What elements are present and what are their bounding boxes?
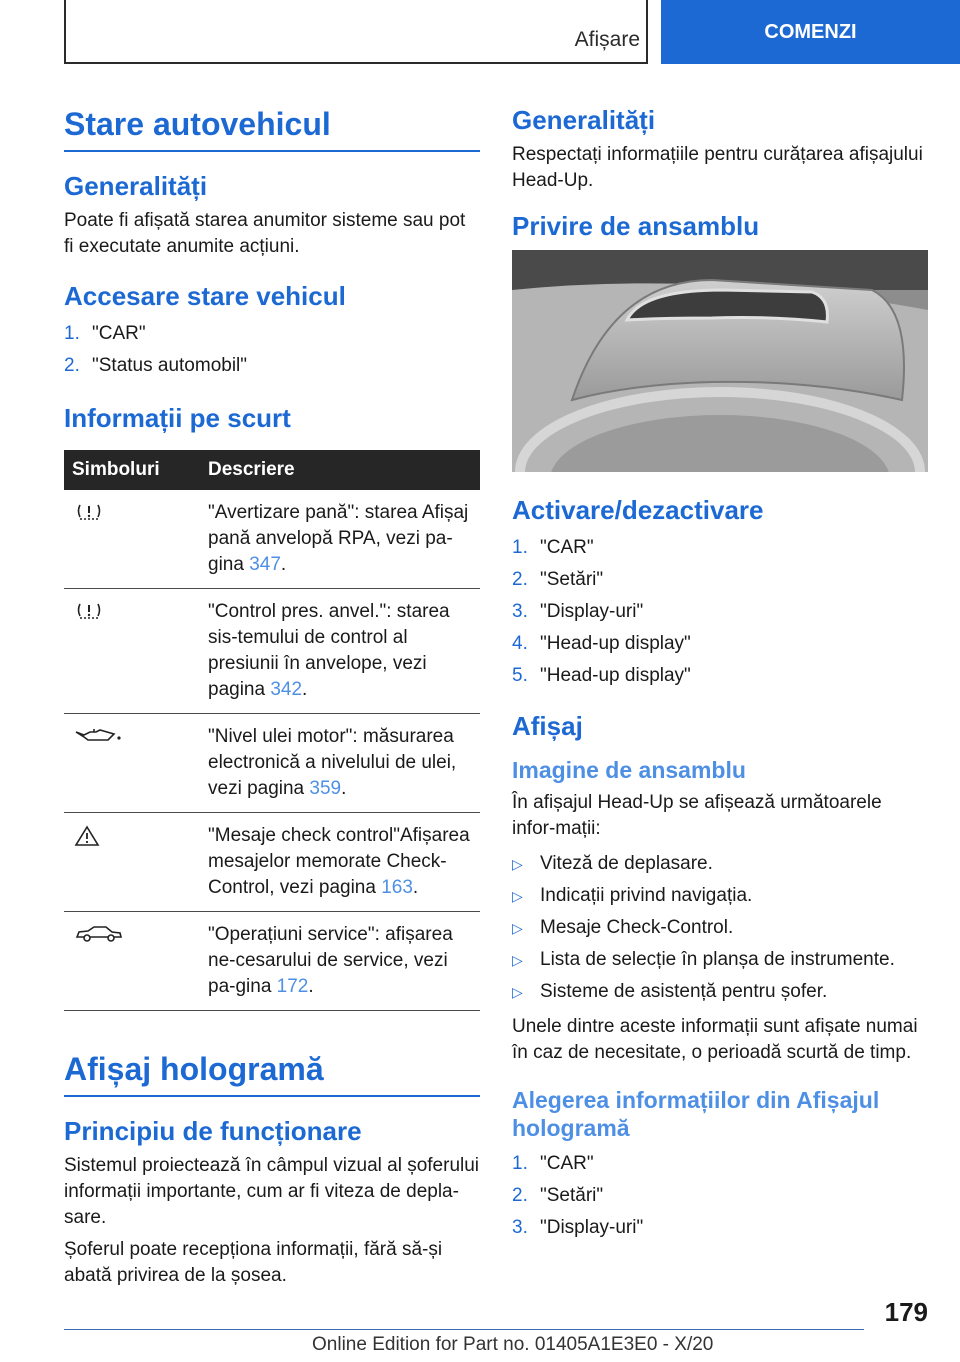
list-item: 5. "Head-up display": [512, 665, 691, 686]
table-row: "Nivel ulei motor": măsurarea electronică a nivelului de ulei, vezi pagina 359.: [64, 714, 480, 813]
access-heading: Accesare stare vehicul: [64, 281, 346, 311]
list-item: 1. "CAR": [64, 323, 146, 344]
image-overview-heading: Imagine de ansamblu: [512, 757, 746, 783]
list-item: 3. "Display-uri": [512, 1217, 644, 1238]
header-frame: [64, 0, 648, 64]
activation-heading: Activare/dezactivare: [512, 495, 764, 525]
access-steps: [64, 318, 480, 382]
list-item: 2. "Setări": [512, 569, 604, 590]
car-service-icon: [74, 928, 124, 949]
footer-divider: [64, 1329, 864, 1330]
list-item: ▷ Mesaje Check-Control.: [512, 917, 734, 938]
warning-triangle-icon: [74, 831, 100, 852]
table-row: "Avertizare pană": starea Afișaj pană anvelopă RPA, vezi pa-gina 347.: [64, 490, 480, 589]
page-link[interactable]: 342: [270, 679, 303, 700]
info-heading: Informații pe scurt: [64, 403, 291, 433]
header-tab-comenzi[interactable]: COMENZI: [661, 0, 960, 64]
page-link[interactable]: 163: [381, 877, 413, 898]
page-link[interactable]: 359: [309, 778, 342, 799]
hud-general-heading: Generalități: [512, 105, 656, 135]
col-header-symbols: Simboluri: [64, 450, 200, 490]
oil-can-icon: [74, 730, 124, 751]
page-link[interactable]: 347: [249, 554, 281, 575]
header-section-title: Afișare: [574, 28, 640, 51]
table-row: "Control pres. anvel.": starea sis-temului de control al presiunii în anvelope, vezi pagina 342.: [64, 589, 480, 714]
page-number: 179: [884, 1297, 928, 1327]
table-row: "Mesaje check control"Afișarea mesajelor memorate Check-Control, vezi pagina 163.: [64, 813, 480, 912]
head-up-display-photo: [512, 250, 928, 472]
list-item: 4. "Head-up display": [512, 633, 691, 654]
page-title: Stare autovehicul: [64, 104, 480, 152]
principle-heading: Principiu de funcționare: [64, 1116, 362, 1146]
select-heading: Alegerea informațiilor din Afișajul hologramă: [512, 1087, 880, 1141]
list-item: ▷ Indicații privind navigația.: [512, 885, 753, 906]
principle-text-2: Șoferul poate recepționa informații, fără să-și abată privirea de la șosea.: [64, 1239, 443, 1286]
display-heading: Afișaj: [512, 711, 583, 741]
bullets-note: Unele dintre aceste informații sunt afișate numai în caz de necesitate, o perioadă scurtă de timp.: [512, 1016, 918, 1063]
tire-pressure-monitor-icon: [74, 605, 104, 626]
page-link[interactable]: 172: [276, 976, 309, 997]
select-steps: [512, 1148, 928, 1244]
activation-steps: [512, 532, 928, 692]
right-column: [512, 96, 928, 1248]
list-item: 3. "Display-uri": [512, 601, 644, 622]
list-item: 1. "CAR": [512, 1153, 594, 1174]
list-item: 2. "Setări": [512, 1185, 604, 1206]
display-info-list: [512, 848, 928, 1008]
list-item: 1. "CAR": [512, 537, 594, 558]
symbols-table: [64, 450, 480, 1011]
hud-general-text: Respectați informațiile pentru curățarea afișajului Head-Up.: [512, 144, 923, 191]
list-item: ▷ Lista de selecție în planșa de instrumente.: [512, 949, 895, 970]
general-heading: Generalități: [64, 171, 208, 201]
list-item: 2. "Status automobil": [64, 355, 248, 376]
image-overview-text: În afișajul Head-Up se afișează următoarele infor-mații:: [512, 792, 882, 839]
hologram-title: Afișaj hologramă: [64, 1049, 480, 1097]
footer-edition: Online Edition for Part no. 01405A1E3E0 - X/20: [312, 1334, 714, 1355]
table-row: "Operațiuni service": afișarea ne-cesarului de service, vezi pa-gina 172.: [64, 912, 480, 1011]
principle-text-1: Sistemul proiectează în câmpul vizual al șoferului informații importante, cum ar fi viteza de depla-sare.: [64, 1155, 480, 1228]
overview-heading: Privire de ansamblu: [512, 211, 760, 241]
left-column: [64, 96, 480, 1295]
list-item: ▷ Sisteme de asistență pentru șofer.: [512, 981, 828, 1002]
list-item: ▷ Viteză de deplasare.: [512, 853, 713, 874]
col-header-description: Descriere: [200, 450, 480, 490]
tire-pressure-warning-icon: [74, 506, 104, 527]
general-text: Poate fi afișată starea anumitor sisteme sau pot fi executate anumite acțiuni.: [64, 210, 466, 257]
